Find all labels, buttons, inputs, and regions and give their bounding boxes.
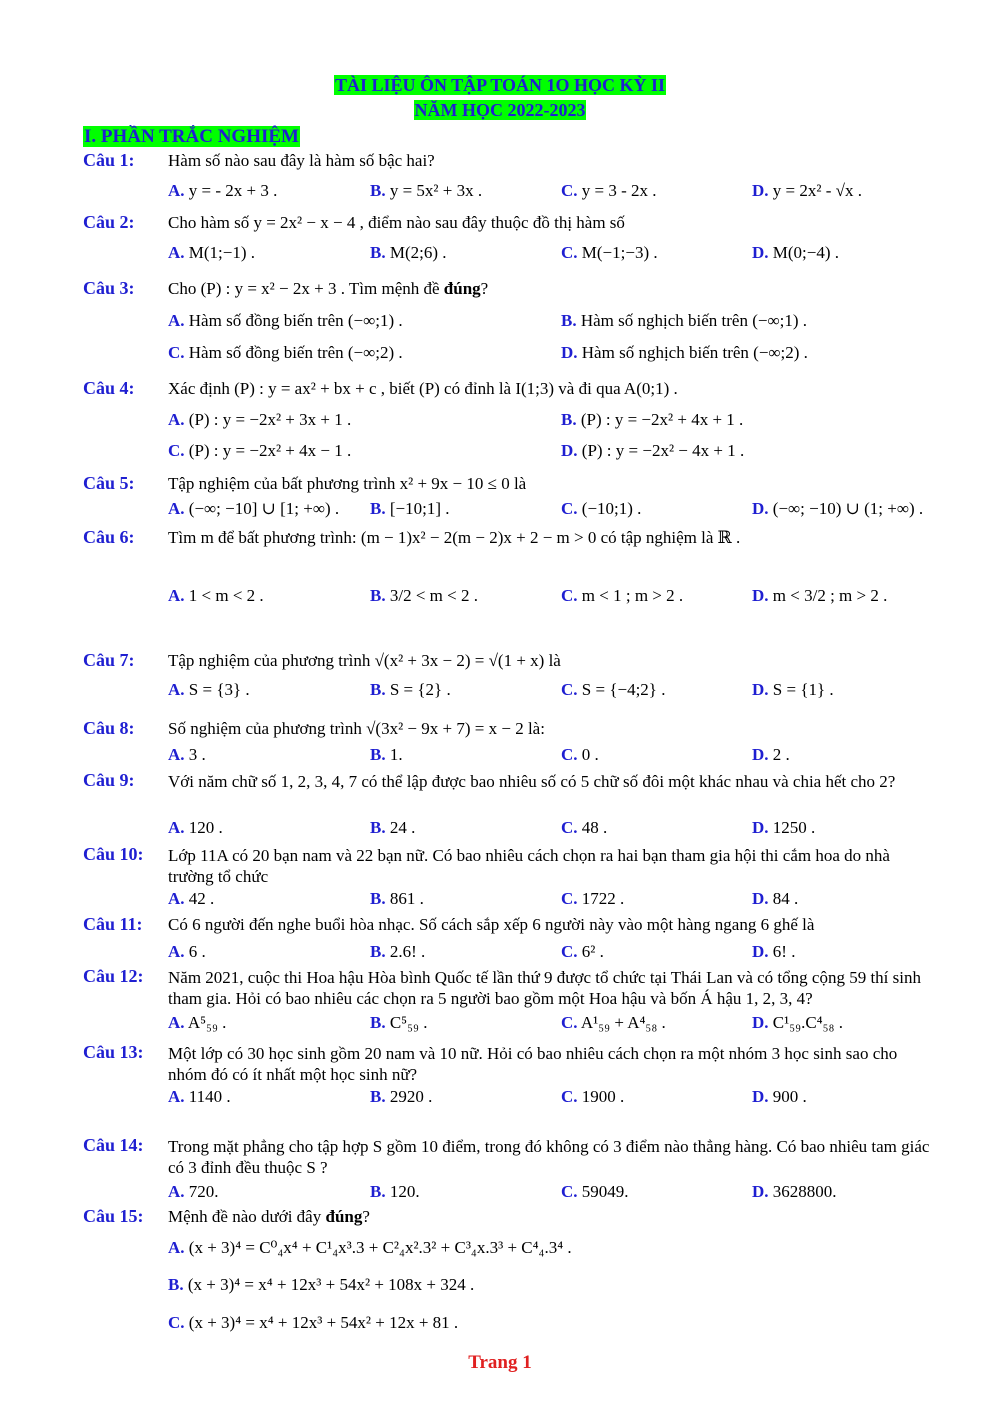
option-text: y = 5x² + 3x . — [389, 181, 483, 200]
option-b: B. (P) : y = −2x² + 4x + 1 . — [561, 410, 744, 429]
option-c: C. (P) : y = −2x² + 4x − 1 . — [168, 441, 352, 460]
option-b: B. 1. — [370, 745, 403, 764]
option-text: 1 < m < 2 . — [188, 586, 264, 605]
option-d: D. m < 3/2 ; m > 2 . — [752, 586, 888, 605]
option-b: B. 861 . — [370, 889, 424, 908]
question-text: Lớp 11A có 20 bạn nam và 22 bạn nữ. Có bao nhiêu cách chọn ra hai bạn tham gia hội thi cắm hoa do nhà trường tổ chức — [168, 846, 890, 886]
option-text: M(0;−4) . — [772, 243, 840, 262]
option-text: 120 . — [188, 818, 223, 837]
option-text: M(−1;−3) . — [581, 243, 658, 262]
question-label: Câu 1: — [83, 150, 135, 170]
option-b: B. M(2;6) . — [370, 243, 447, 262]
option-text: (P) : y = −2x² + 4x + 1 . — [580, 410, 744, 429]
option-text: 0 . — [581, 745, 599, 764]
option-a: A. 42 . — [168, 889, 215, 908]
question-text: Có 6 người đến nghe buổi hòa nhạc. Số cách sắp xếp 6 người này vào một hàng ngang 6 ghế là — [168, 915, 815, 934]
option-c: C. Hàm số đồng biến trên (−∞;2) . — [168, 343, 403, 362]
option-text: m < 3/2 ; m > 2 . — [772, 586, 888, 605]
option-b: B. 24 . — [370, 818, 416, 837]
option-text: M(2;6) . — [389, 243, 447, 262]
option-b: B. C⁵₅₉ . — [370, 1013, 428, 1032]
option-text: y = 2x² - √x . — [772, 181, 862, 200]
option-a: A. 720. — [168, 1182, 219, 1201]
question-label: Câu 12: — [83, 966, 144, 986]
question-label: Câu 9: — [83, 770, 135, 790]
option-text: Hàm số nghịch biến trên (−∞;1) . — [580, 311, 807, 330]
question-label: Câu 6: — [83, 527, 135, 547]
question-label: Câu 2: — [83, 212, 135, 232]
option-a: A. (−∞; −10] ∪ [1; +∞) . — [168, 499, 340, 518]
question-text: Cho hàm số y = 2x² − x − 4 , điểm nào sau đây thuộc đồ thị hàm số — [168, 213, 625, 232]
question-text: Mệnh đề nào dưới đây đúng? — [168, 1207, 370, 1226]
option-text: A⁵₅₉ . — [187, 1013, 227, 1032]
option-text: 720. — [188, 1182, 219, 1201]
question-text: Tìm m để bất phương trình: (m − 1)x² − 2(m − 2)x + 2 − m > 0 có tập nghiệm là ℝ . — [168, 528, 741, 547]
option-text: 6! . — [772, 942, 796, 961]
option-b: B. 120. — [370, 1182, 420, 1201]
option-a: A. M(1;−1) . — [168, 243, 256, 262]
option-text: y = 3 - 2x . — [581, 181, 657, 200]
option-b: B. [−10;1] . — [370, 499, 450, 518]
question-label: Câu 7: — [83, 650, 135, 670]
option-text: 3628800. — [772, 1182, 837, 1201]
question-text: Tập nghiệm của bất phương trình x² + 9x − 10 ≤ 0 là — [168, 474, 527, 493]
option-b: B. y = 5x² + 3x . — [370, 181, 483, 200]
option-a: A. 120 . — [168, 818, 223, 837]
question-text: Một lớp có 30 học sinh gồm 20 nam và 10 nữ. Hỏi có bao nhiêu cách chọn ra một nhóm 3 học sinh sao cho nhóm đó có ít nhất một học sinh nữ? — [168, 1044, 898, 1084]
option-d: D. S = {1} . — [752, 680, 834, 699]
question-label: Câu 5: — [83, 473, 135, 493]
question-text: Năm 2021, cuộc thi Hoa hậu Hòa bình Quốc tế lần thứ 9 được tổ chức tại Thái Lan và có tổng cộng 59 thí sinh tham gia. Hỏi có bao nhiêu các chọn ra 5 người bao gồm một Hoa hậu và bốn Á hậu 1, 2, 3, 4? — [168, 968, 921, 1008]
option-text: M(1;−1) . — [188, 243, 256, 262]
option-c: C. 0 . — [561, 745, 599, 764]
option-d: D. (P) : y = −2x² − 4x + 1 . — [561, 441, 745, 460]
option-d: D. M(0;−4) . — [752, 243, 840, 262]
option-text: 6 . — [188, 942, 206, 961]
option-c: C. 48 . — [561, 818, 608, 837]
option-d: D. 2 . — [752, 745, 790, 764]
question-label: Câu 4: — [83, 378, 135, 398]
option-text: 900 . — [772, 1087, 807, 1106]
question-text: Cho (P) : y = x² − 2x + 3 . Tìm mệnh đề đúng? — [168, 279, 489, 298]
option-text: (P) : y = −2x² + 4x − 1 . — [188, 441, 352, 460]
option-c: C. M(−1;−3) . — [561, 243, 658, 262]
question-label: Câu 14: — [83, 1135, 144, 1155]
option-b: B. (x + 3)⁴ = x⁴ + 12x³ + 54x² + 108x + 324 . — [168, 1275, 475, 1294]
option-text: (−∞; −10) ∪ (1; +∞) . — [772, 499, 924, 518]
option-a: A. 3 . — [168, 745, 206, 764]
option-text: 120. — [389, 1182, 420, 1201]
option-c: C. 1722 . — [561, 889, 625, 908]
option-b: B. 2.6! . — [370, 942, 426, 961]
option-text: 2.6! . — [389, 942, 426, 961]
option-c: C. y = 3 - 2x . — [561, 181, 657, 200]
option-text: (x + 3)⁴ = C⁰₄x⁴ + C¹₄x³.3 + C²₄x².3² + C³₄x.3³ + C⁴₄.3⁴ . — [188, 1238, 572, 1257]
option-d: D. 84 . — [752, 889, 799, 908]
option-text: Hàm số nghịch biến trên (−∞;2) . — [581, 343, 808, 362]
option-text: m < 1 ; m > 2 . — [581, 586, 684, 605]
option-text: 6² . — [581, 942, 604, 961]
option-text: Hàm số đồng biến trên (−∞;2) . — [188, 343, 403, 362]
option-c: C. A¹₅₉ + A⁴₅₈ . — [561, 1013, 666, 1032]
option-c: C. S = {−4;2} . — [561, 680, 666, 699]
question-label: Câu 8: — [83, 718, 135, 738]
question-text: Xác định (P) : y = ax² + bx + c , biết (P) có đỉnh là I(1;3) và đi qua A(0;1) . — [168, 379, 678, 398]
option-text: 1722 . — [581, 889, 625, 908]
option-c: C. 59049. — [561, 1182, 629, 1201]
option-c: C. (x + 3)⁴ = x⁴ + 12x³ + 54x² + 12x + 81 . — [168, 1313, 459, 1332]
option-text: C⁵₅₉ . — [389, 1013, 428, 1032]
option-text: C¹₅₉.C⁴₅₈ . — [772, 1013, 843, 1032]
option-text: 2920 . — [389, 1087, 433, 1106]
option-text: Hàm số đồng biến trên (−∞;1) . — [188, 311, 403, 330]
option-b: B. 3/2 < m < 2 . — [370, 586, 478, 605]
option-text: 42 . — [188, 889, 215, 908]
option-text: 59049. — [581, 1182, 629, 1201]
document-title: TÀI LIỆU ÔN TẬP TOÁN 1O HỌC KỲ II — [334, 75, 666, 95]
option-a: A. S = {3} . — [168, 680, 250, 699]
question-label: Câu 3: — [83, 278, 135, 298]
option-text: 48 . — [581, 818, 608, 837]
option-text: 84 . — [772, 889, 799, 908]
option-d: D. 3628800. — [752, 1182, 837, 1201]
option-d: D. 900 . — [752, 1087, 807, 1106]
option-text: 1140 . — [188, 1087, 231, 1106]
option-d: D. 1250 . — [752, 818, 816, 837]
question-text: Tập nghiệm của phương trình √(x² + 3x − 2) = √(1 + x) là — [168, 651, 561, 670]
page-number: Trang 1 — [468, 1352, 532, 1373]
option-text: 1. — [389, 745, 403, 764]
option-a: A. (x + 3)⁴ = C⁰₄x⁴ + C¹₄x³.3 + C²₄x².3² + C³₄x.3³ + C⁴₄.3⁴ . — [168, 1238, 572, 1257]
option-a: A. (P) : y = −2x² + 3x + 1 . — [168, 410, 352, 429]
option-text: 3/2 < m < 2 . — [389, 586, 478, 605]
option-text: 861 . — [389, 889, 424, 908]
option-text: (x + 3)⁴ = x⁴ + 12x³ + 54x² + 12x + 81 . — [188, 1313, 459, 1332]
option-d: D. (−∞; −10) ∪ (1; +∞) . — [752, 499, 924, 518]
option-text: 1900 . — [581, 1087, 625, 1106]
option-text: (x + 3)⁴ = x⁴ + 12x³ + 54x² + 108x + 324 . — [187, 1275, 475, 1294]
option-text: S = {−4;2} . — [581, 680, 666, 699]
option-text: y = - 2x + 3 . — [188, 181, 278, 200]
option-a: A. 1 < m < 2 . — [168, 586, 264, 605]
option-text: 3 . — [188, 745, 206, 764]
option-b: B. S = {2} . — [370, 680, 451, 699]
question-text: Số nghiệm của phương trình √(3x² − 9x + 7) = x − 2 là: — [168, 719, 545, 738]
option-text: (P) : y = −2x² − 4x + 1 . — [581, 441, 745, 460]
question-label: Câu 15: — [83, 1206, 144, 1226]
option-c: C. (−10;1) . — [561, 499, 642, 518]
option-text: 1250 . — [772, 818, 816, 837]
question-label: Câu 11: — [83, 914, 143, 934]
option-text: A¹₅₉ + A⁴₅₈ . — [580, 1013, 666, 1032]
option-text: 2 . — [772, 745, 790, 764]
option-text: S = {2} . — [389, 680, 451, 699]
option-text: (−10;1) . — [581, 499, 642, 518]
school-year: NĂM HỌC 2022-2023 — [414, 100, 586, 120]
option-a: A. Hàm số đồng biến trên (−∞;1) . — [168, 311, 403, 330]
question-label: Câu 10: — [83, 844, 144, 864]
option-text: (−∞; −10] ∪ [1; +∞) . — [188, 499, 340, 518]
option-c: C. m < 1 ; m > 2 . — [561, 586, 684, 605]
question-label: Câu 13: — [83, 1042, 144, 1062]
option-d: D. C¹₅₉.C⁴₅₈ . — [752, 1013, 843, 1032]
option-text: (P) : y = −2x² + 3x + 1 . — [188, 410, 352, 429]
option-d: D. Hàm số nghịch biến trên (−∞;2) . — [561, 343, 808, 362]
option-b: B. Hàm số nghịch biến trên (−∞;1) . — [561, 311, 807, 330]
option-a: A. y = - 2x + 3 . — [168, 181, 278, 200]
option-b: B. 2920 . — [370, 1087, 433, 1106]
option-c: C. 1900 . — [561, 1087, 625, 1106]
option-text: S = {3} . — [188, 680, 250, 699]
question-text: Hàm số nào sau đây là hàm số bậc hai? — [168, 151, 435, 170]
option-c: C. 6² . — [561, 942, 604, 961]
option-d: D. y = 2x² - √x . — [752, 181, 862, 200]
question-text: Trong mặt phẳng cho tập hợp S gồm 10 điểm, trong đó không có 3 điểm nào thẳng hàng. Có bao nhiêu tam giác có 3 đỉnh đều thuộc S ? — [168, 1137, 930, 1177]
option-a: A. 6 . — [168, 942, 206, 961]
option-text: [−10;1] . — [389, 499, 450, 518]
option-text: 24 . — [389, 818, 416, 837]
option-a: A. A⁵₅₉ . — [168, 1013, 227, 1032]
option-d: D. 6! . — [752, 942, 796, 961]
option-text: S = {1} . — [772, 680, 834, 699]
option-a: A. 1140 . — [168, 1087, 231, 1106]
section-heading: I. PHẦN TRẮC NGHIỆM — [84, 126, 299, 147]
question-text: Với năm chữ số 1, 2, 3, 4, 7 có thể lập được bao nhiêu số có 5 chữ số đôi một khác nhau và chia hết cho 2? — [168, 772, 896, 791]
